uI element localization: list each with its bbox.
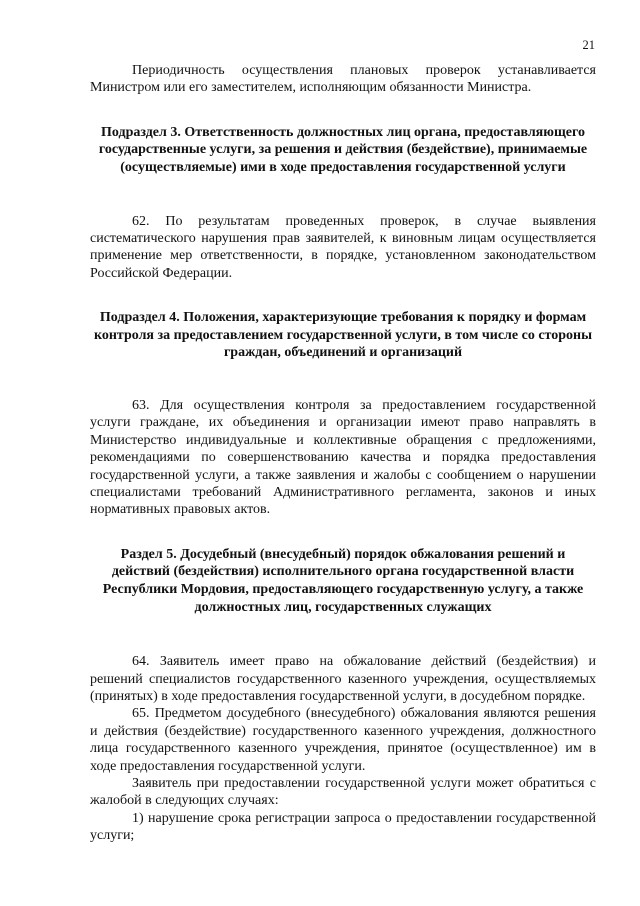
section-5-heading: Раздел 5. Досудебный (внесудебный) порядок обжалования решений и действий (бездействия) исполнительного органа государственной власти Республики Мордовия, предоставляющего государственную услугу, а также должностных лиц, государственных служащих: [102, 546, 584, 615]
paragraph-63: 63. Для осуществления контроля за предоставлением государственной услуги граждане, их объединения и организации имеют право направлять в Министерство индивидуальные и коллективные обращения с предложениями, рекомендациями по совершенствованию качества и порядка предоставления государственной услуги, а также заявления и жалобы с сообщением о нарушении специалистами требований Административного регламента, законов и иных нормативных правовых актов.: [90, 398, 596, 518]
paragraph-65: 65. Предметом досудебного (внесудебного) обжалования являются решения и действия (бездействие) государственного казенного учреждения, должностного лица государственного казенного учреждения, принятое (осуществленное) им в ходе предоставления государственной услуги.: [90, 706, 596, 774]
paragraph-inspection-frequency: Периодичность осуществления плановых проверок устанавливается Министром или его заместителем, исполняющим обязанности Министра.: [90, 63, 596, 96]
paragraph-complaint-cases: Заявитель при предоставлении государственной услуги может обратиться с жалобой в следующих случаях:: [90, 776, 596, 809]
paragraph-62: 62. По результатам проведенных проверок, в случае выявления систематического нарушения прав заявителей, к виновным лицам осуществляется применение мер ответственности, в порядке, установленном законодательством Российской Федерации.: [90, 213, 596, 281]
document-body: [90, 62, 596, 845]
subsection-3-heading: Подраздел 3. Ответственность должностных лиц органа, предоставляющего государственные услуги, за решения и действия (бездействие), принимаемые (осуществляемые) ими в ходе предоставления государственной услуги: [98, 124, 588, 175]
page-number: 21: [582, 38, 595, 52]
paragraph-64: 64. Заявитель имеет право на обжалование действий (бездействия) и решений специалистов государственного казенного учреждения, осуществляемых (принятых) в ходе предоставления государственной услуги, в досудебном порядке.: [90, 654, 596, 705]
list-item-1: 1) нарушение срока регистрации запроса о предоставлении государственной услуги;: [90, 810, 596, 844]
subsection-4-heading: Подраздел 4. Положения, характеризующие требования к порядку и формам контроля за предоставлением государственной услуги, в том числе со стороны граждан, объединений и организаций: [93, 310, 593, 361]
